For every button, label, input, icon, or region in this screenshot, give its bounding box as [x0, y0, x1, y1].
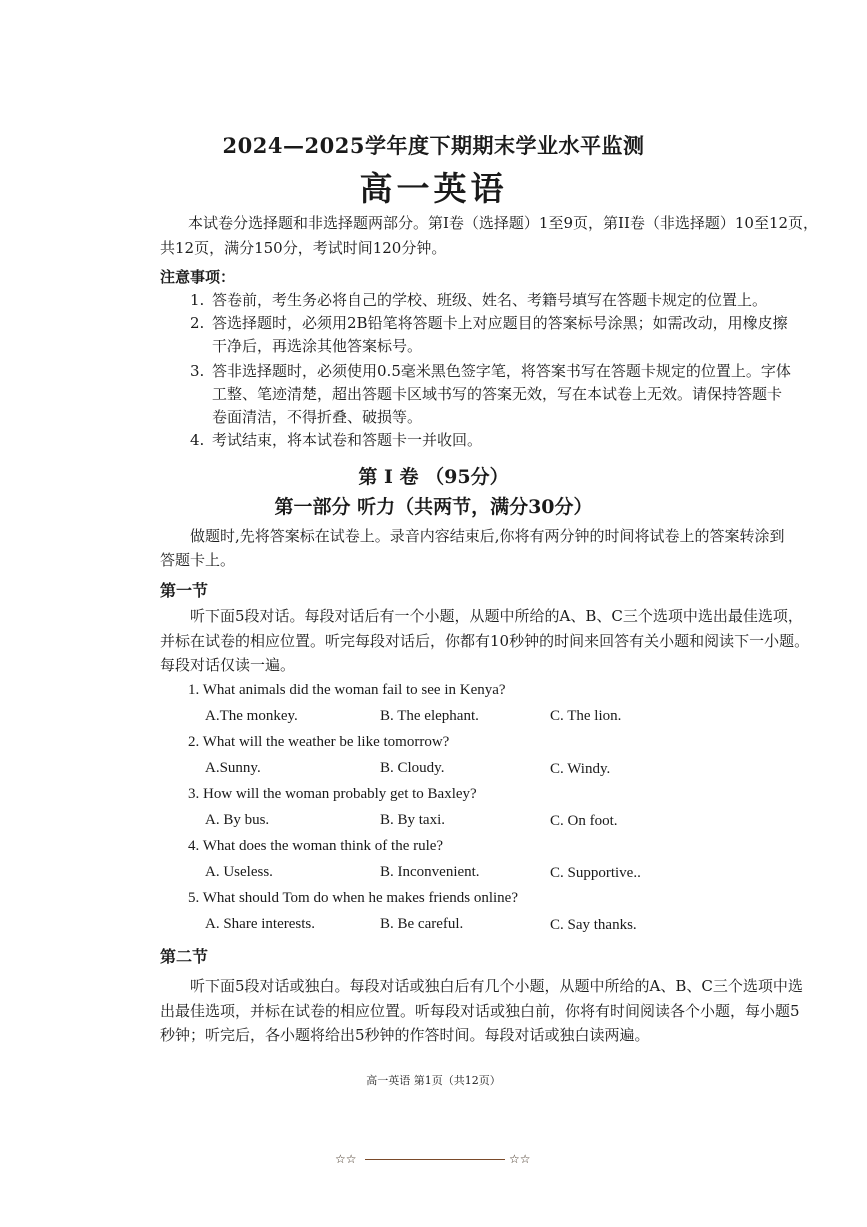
option-a: A.The monkey. [205, 708, 298, 724]
option-b: B. Be careful. [380, 916, 464, 932]
note-text: 工整、笔迹清楚，超出答题卡区域书写的答案无效，写在本试卷上无效。请保持答题卡 [212, 385, 783, 403]
note-number: 3. [190, 362, 205, 380]
note-number: 4. [190, 431, 205, 449]
option-b: B. The elephant. [380, 708, 479, 724]
question-stem: 2. What will the weather be like tomorrow? [188, 734, 450, 750]
part-instruction: 做题时,先将答案标在试卷上。录音内容结束后,你将有两分钟的时间将试卷上的答案转涂到 [190, 527, 785, 545]
option-b: B. Cloudy. [380, 760, 445, 776]
question-stem: 4. What does the woman think of the rule? [188, 838, 444, 854]
intro-line: 共12页，满分150分，考试时间120分钟。 [160, 239, 447, 257]
section-instruction: 听下面5段对话。每段对话后有一个小题，从题中所给的A、B、C三个选项中选出最佳选项， [190, 607, 803, 625]
option-b: B. Inconvenient. [380, 864, 480, 880]
page-footer: 高一英语 第1页（共12页） [366, 1074, 501, 1087]
note-text: 答选择题时，必须用2B铅笔将答题卡上对应题目的答案标号涂黑；如需改动，用橡皮擦 [212, 314, 788, 332]
part-title: 第一部分 听力（共两节，满分30分） [274, 496, 593, 518]
question-stem: 3. How will the woman probably get to Baxley? [188, 786, 477, 802]
option-c: C. On foot. [550, 813, 618, 829]
question-stem: 1. What animals did the woman fail to see in Kenya? [188, 682, 506, 698]
section-heading: 第二节 [160, 947, 209, 966]
subject-title: 高一英语 [359, 169, 508, 208]
option-a: A. Useless. [205, 864, 273, 880]
footer-ornament [335, 1150, 535, 1168]
note-number: 2. [190, 314, 205, 332]
note-text: 考试结束，将本试卷和答题卡一并收回。 [212, 431, 483, 449]
notes-heading: 注意事项： [160, 268, 236, 286]
exam-title: 2024—2025学年度下期期末学业水平监测 [222, 133, 645, 158]
option-a: A.Sunny. [205, 760, 261, 776]
note-text: 卷面清洁，不得折叠、破损等。 [212, 408, 423, 426]
intro-line: 本试卷分选择题和非选择题两部分。第I卷（选择题）1至9页，第II卷（非选择题）10至12页， [188, 214, 819, 232]
section-instruction: 听下面5段对话或独白。每段对话或独白后有几个小题，从题中所给的A、B、C三个选项中选 [190, 977, 803, 995]
section-heading: 第一节 [160, 581, 209, 600]
option-b: B. By taxi. [380, 812, 446, 828]
question-stem: 5. What should Tom do when he makes friends online? [188, 890, 518, 906]
note-text: 答非选择题时，必须使用0.5毫米黑色签字笔，将答案书写在答题卡规定的位置上。字体 [212, 362, 791, 380]
note-text: 答卷前，考生务必将自己的学校、班级、姓名、考籍号填写在答题卡规定的位置上。 [212, 291, 768, 309]
option-c: C. Windy. [550, 761, 611, 777]
section-instruction: 出最佳选项，并标在试卷的相应位置。听每段对话或独白前，你将有时间阅读各个小题，每小题5 [160, 1002, 800, 1020]
note-number: 1. [190, 291, 205, 309]
ornament-divider [365, 1159, 505, 1160]
option-c: C. Supportive.. [550, 865, 641, 881]
star-icon: ☆☆ [509, 1152, 531, 1166]
option-a: A. By bus. [205, 812, 270, 828]
option-c: C. Say thanks. [550, 917, 637, 933]
option-c: C. The lion. [550, 708, 622, 724]
part-instruction: 答题卡上。 [160, 551, 236, 569]
note-text: 干净后，再选涂其他答案标号。 [212, 337, 423, 355]
star-icon: ☆☆ [335, 1152, 357, 1166]
volume-title: 第 I 卷 （95分） [358, 466, 509, 488]
section-instruction: 每段对话仅读一遍。 [160, 656, 296, 674]
option-a: A. Share interests. [205, 916, 315, 932]
section-instruction: 并标在试卷的相应位置。听完每段对话后，你都有10秒钟的时间来回答有关小题和阅读下一小题。 [160, 632, 810, 650]
section-instruction: 秒钟；听完后，各小题将给出5秒钟的作答时间。每段对话或独白读两遍。 [160, 1026, 650, 1044]
